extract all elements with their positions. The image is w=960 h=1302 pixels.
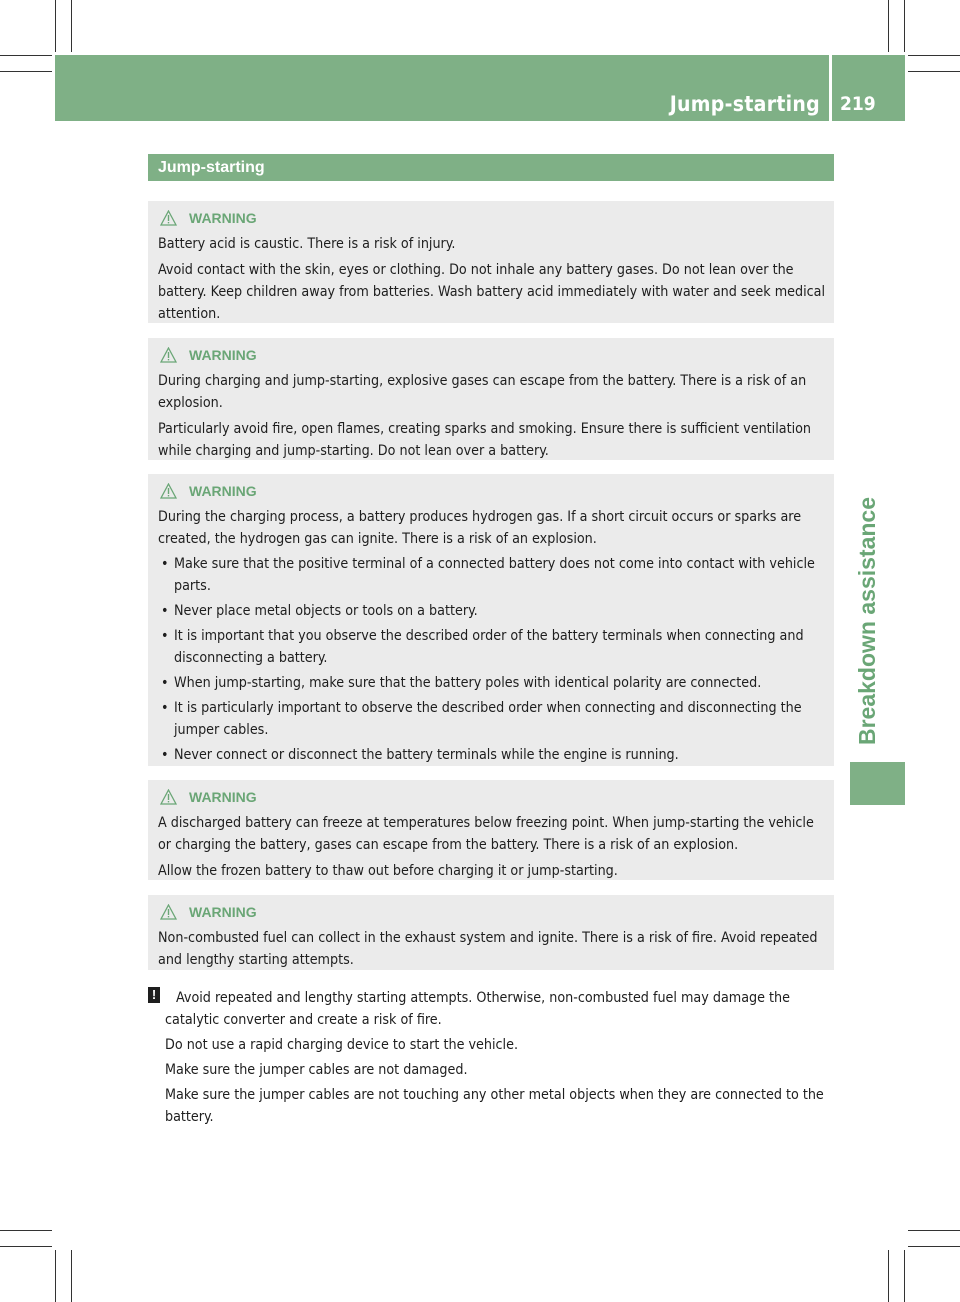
note-text: Do not use a rapid charging device to start the vehicle. xyxy=(165,1037,519,1053)
warning-text: Particularly avoid fire, open flames, creating sparks and smoking. Ensure there is sufficient ventilation while charging and jump-starting. Do not lean over a battery. xyxy=(158,421,812,459)
crop-mark xyxy=(0,1246,52,1247)
crop-mark xyxy=(908,71,960,72)
list-item-text: Make sure that the positive terminal of a connected battery does not come into contact with vehicle parts. xyxy=(174,556,815,594)
list-item-text: It is important that you observe the described order of the battery terminals when connecting and disconnecting a battery. xyxy=(174,628,804,666)
warning-box xyxy=(148,780,834,880)
warning-text: During charging and jump-starting, explosive gases can escape from the battery. There is a risk of an explosion. xyxy=(158,373,807,411)
page-number: 219 xyxy=(840,93,876,115)
note-text: Avoid repeated and lengthy starting attempts. Otherwise, non-combusted fuel may damage the catalytic converter and create a risk of fire. xyxy=(165,990,790,1028)
list-item xyxy=(158,697,826,741)
crop-mark xyxy=(888,0,889,52)
list-item xyxy=(158,600,826,622)
warning-header xyxy=(158,480,826,502)
warning-box xyxy=(148,201,834,323)
warning-triangle-icon xyxy=(160,210,177,226)
warning-text: Non-combusted fuel can collect in the exhaust system and ignite. There is a risk of fire. Avoid repeated and lengthy starting attempts. xyxy=(158,930,818,968)
crop-mark xyxy=(0,1230,52,1231)
bullet-icon: • xyxy=(161,700,169,716)
bullet-icon: • xyxy=(161,675,169,691)
note-block xyxy=(148,984,834,1128)
crop-mark xyxy=(904,1250,905,1302)
bullet-icon: • xyxy=(161,628,169,644)
section-title: Jump-starting xyxy=(158,159,265,176)
warning-text: Allow the frozen battery to thaw out before charging it or jump-starting. xyxy=(158,863,618,879)
warning-header xyxy=(158,786,826,808)
list-item xyxy=(158,672,826,694)
note-text: Make sure the jumper cables are not damaged. xyxy=(165,1062,468,1078)
warning-label: WARNING xyxy=(189,210,257,226)
crop-mark xyxy=(908,1230,960,1231)
header-title: Jump-starting xyxy=(669,92,820,116)
warning-box xyxy=(148,338,834,460)
crop-mark xyxy=(71,1250,72,1302)
warning-header xyxy=(158,901,826,923)
warning-box xyxy=(148,895,834,970)
crop-mark xyxy=(904,0,905,52)
warning-triangle-icon xyxy=(160,789,177,805)
bullet-icon: • xyxy=(161,747,169,763)
warning-label: WARNING xyxy=(189,789,257,805)
warning-bullet-list xyxy=(158,553,826,766)
note-text: Make sure the jumper cables are not touching any other metal objects when they are connected to the battery. xyxy=(165,1087,824,1125)
chapter-label-text: Breakdown assistance xyxy=(854,496,880,745)
warning-text: A discharged battery can freeze at temperatures below freezing point. When jump-starting the vehicle or charging the battery, gases can escape from the battery. There is a risk of an explosion. xyxy=(158,815,814,853)
warning-header xyxy=(158,207,826,229)
list-item-text: Never connect or disconnect the battery terminals while the engine is running. xyxy=(174,747,679,763)
crop-mark xyxy=(55,1250,56,1302)
crop-mark xyxy=(71,0,72,52)
warning-label: WARNING xyxy=(189,904,257,920)
warning-triangle-icon xyxy=(160,347,177,363)
bullet-icon: • xyxy=(161,556,169,572)
list-item-text: When jump-starting, make sure that the battery poles with identical polarity are connected. xyxy=(174,675,762,691)
warning-box xyxy=(148,474,834,766)
crop-mark xyxy=(908,55,960,56)
crop-mark xyxy=(0,55,52,56)
crop-mark xyxy=(0,71,52,72)
header-divider xyxy=(829,55,832,121)
warning-text: Battery acid is caustic. There is a risk of injury. xyxy=(158,236,456,252)
list-item xyxy=(158,744,826,766)
list-item-text: It is particularly important to observe the described order when connecting and disconnecting the jumper cables. xyxy=(174,700,802,738)
list-item xyxy=(158,553,826,597)
warning-label: WARNING xyxy=(189,347,257,363)
list-item-text: Never place metal objects or tools on a battery. xyxy=(174,603,478,619)
list-item xyxy=(158,625,826,669)
warning-triangle-icon xyxy=(160,483,177,499)
section-heading xyxy=(148,154,834,181)
warning-header xyxy=(158,344,826,366)
warning-triangle-icon xyxy=(160,904,177,920)
chapter-tab xyxy=(850,762,905,805)
warning-label: WARNING xyxy=(189,483,257,499)
crop-mark xyxy=(55,0,56,52)
bullet-icon: • xyxy=(161,603,169,619)
exclamation-icon: ! xyxy=(148,987,160,1003)
crop-mark xyxy=(888,1250,889,1302)
warning-text: Avoid contact with the skin, eyes or clothing. Do not inhale any battery gases. Do not lean over the battery. Keep children away from batteries. Wash battery acid immediately with water and seek medical attention. xyxy=(158,262,826,322)
crop-mark xyxy=(908,1246,960,1247)
warning-text: During the charging process, a battery produces hydrogen gas. If a short circuit occurs or sparks are created, the hydrogen gas can ignite. There is a risk of an explosion. xyxy=(158,509,802,547)
